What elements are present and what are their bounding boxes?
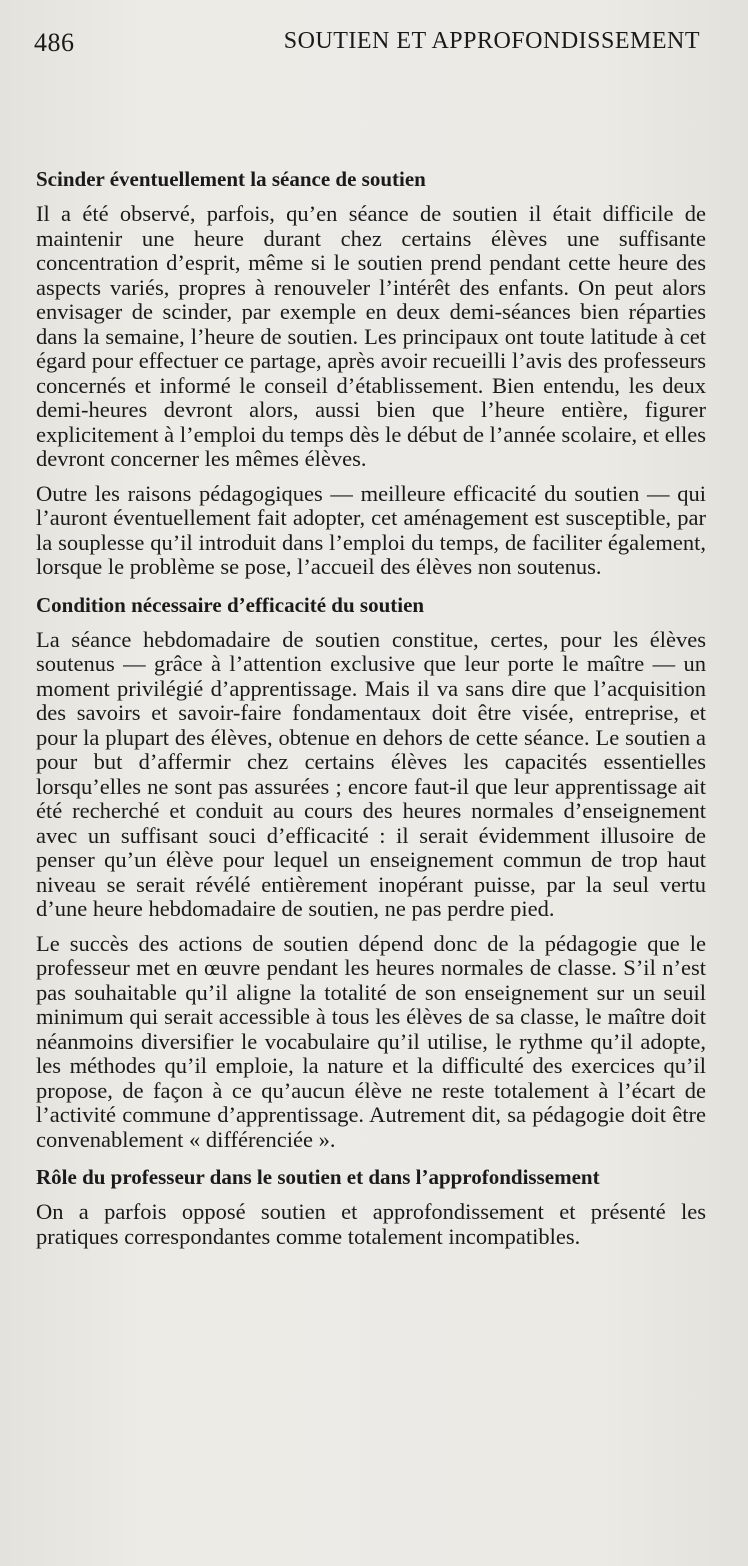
paragraph: On a parfois opposé soutien et approfondissement et présenté les pratiques correspondantes comme totalement incompatibles. (36, 1199, 706, 1249)
paragraph: La séance hebdomadaire de soutien constitue, certes, pour les élèves soutenus — grâce à l’attention exclusive que leur porte le maître — un moment privilégié d’apprentissage. Mais il va sans dire que l’acquisition des savoirs et savoir-faire fondamentaux doit être visée, entreprise, et pour la plupart des élèves, obtenue en dehors de cette séance. Le soutien a pour but d’affermir chez certains élèves les capacités essentielles lorsqu’elles ne sont pas assurées ; encore faut-il que leur apprentissage ait été recherché et conduit au cours des heures normales d’enseignement avec un suffisant souci d’efficacité : il serait évidemment illusoire de penser qu’un élève pour lequel un enseignement commun de trop haut niveau se serait révélé entièrement inopérant puisse, par la seul vertu d’une heure hebdomadaire de soutien, ne pas perdre pied. (36, 626, 706, 921)
page-number: 486 (34, 28, 75, 57)
section-heading: Condition nécessaire d’efficacité du soutien (36, 592, 425, 617)
paragraph: Le succès des actions de soutien dépend donc de la pédagogie que le professeur met en œuvre pendant les heures normales de classe. S’il n’est pas souhaitable qu’il aligne la totalité de son enseignement sur un seuil minimum qui serait accessible à tous les élèves de sa classe, le maître doit néanmoins diversifier le vocabulaire qu’il utilise, le rythme qu’il adopte, les méthodes qu’il emploie, la nature et la difficulté des exercices qu’il propose, de façon à ce qu’aucun élève ne reste totalement à l’écart de l’activité commune d’apprentissage. Autrement dit, sa pédagogie doit être convenablement « différenciée ». (36, 930, 706, 1152)
running-head (34, 24, 700, 64)
paragraph: Outre les raisons pédagogiques — meilleure efficacité du soutien — qui l’auront éventuellement fait adopter, cet aménagement est susceptible, par la souplesse qu’il introduit dans l’emploi du temps, de faciliter également, lorsque le problème se pose, l’accueil des élèves non soutenus. (36, 480, 706, 579)
running-title: SOUTIEN ET APPROFONDISSEMENT (283, 28, 700, 54)
section-scinder (36, 166, 706, 580)
section-condition (36, 592, 706, 1153)
section-heading: Scinder éventuellement la séance de soutien (36, 167, 426, 191)
page-body (36, 166, 706, 1261)
section-heading: Rôle du professeur dans le soutien et dans l’approfondissement (36, 1165, 600, 1189)
section-role-professeur (36, 1164, 706, 1249)
paragraph: Il a été observé, parfois, qu’en séance de soutien il était difficile de maintenir une heure durant chez certains élèves une suffisante concentration d’esprit, même si le soutien prend pendant cette heure des aspects variés, propres à renouveler l’intérêt des enfants. On peut alors envisager de scinder, par exemple en deux demi-séances bien réparties dans la semaine, l’heure de soutien. Les principaux ont toute latitude à cet égard pour effectuer ce partage, après avoir recueilli l’avis des professeurs concernés et informé le conseil d’établissement. Bien entendu, les deux demi-heures devront alors, aussi bien que l’heure entière, figurer explicitement à l’emploi du temps dès le début de l’année scolaire, et elles devront concerner les mêmes élèves. (36, 201, 706, 471)
